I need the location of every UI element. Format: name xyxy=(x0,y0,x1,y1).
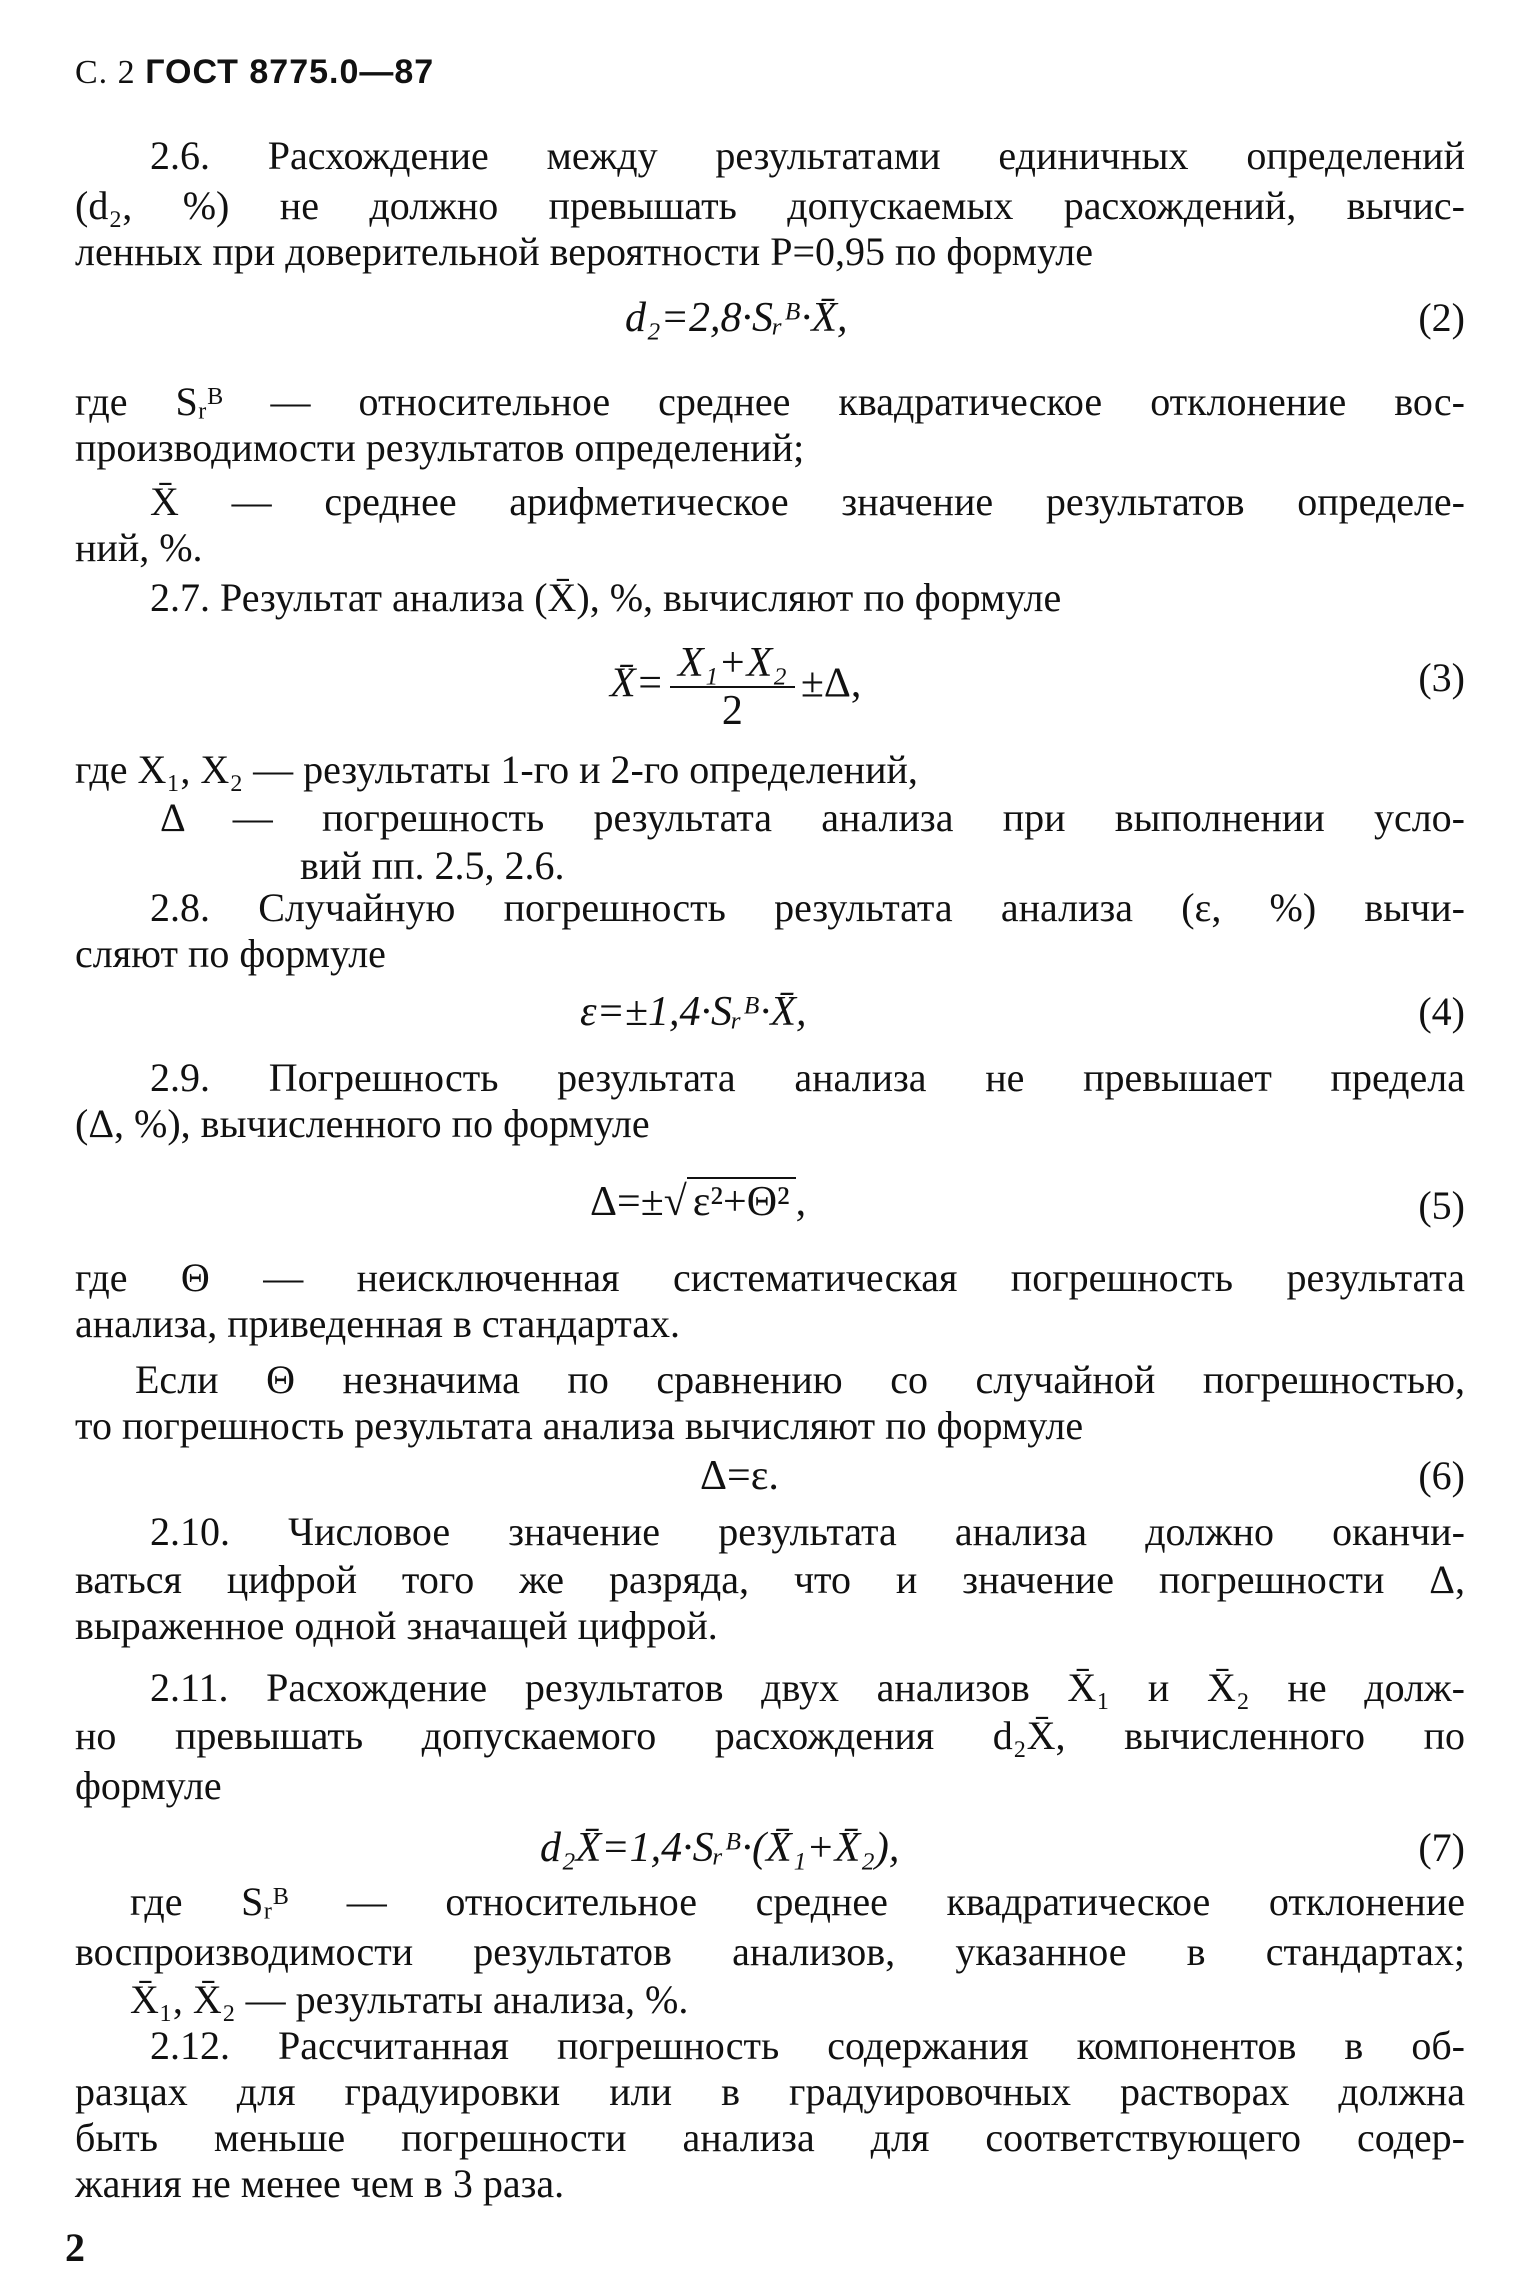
paragraph-2-12-line-2: разцах для градуировки или в градуировочных растворах должна xyxy=(75,2069,1465,2114)
paragraph-2-10-line-1: 2.10. Числовое значение результата анализа должно оканчи- xyxy=(150,1509,1465,1554)
paragraph-2-6-line-3: ленных при доверительной вероятности P=0,95 по формуле xyxy=(75,229,1093,274)
paragraph-2-8-line-1: 2.8. Случайную погрешность результата анализа (ε, %) вычи- xyxy=(150,885,1465,930)
equation-number-3: (3) xyxy=(1418,655,1465,700)
where-5-line-2: анализа, приведенная в стандартах. xyxy=(75,1301,681,1346)
formula-2: d₂=2,8·Sᵣᴮ·X̄, xyxy=(625,295,848,341)
paragraph-2-12-line-3: быть меньше погрешности анализа для соответствующего содер- xyxy=(75,2115,1465,2160)
where-2-line-4: ний, %. xyxy=(75,525,203,570)
formula-5 xyxy=(590,1176,806,1228)
formula-3-lhs: X̄= xyxy=(610,660,664,707)
where-3-line-2: Δ — погрешность результата анализа при выполнении усло- xyxy=(160,795,1465,840)
where-7-line-1: где Sᵣᴮ — относительное среднее квадратическое отклонение xyxy=(130,1879,1465,1924)
where-2-line-2: производимости результатов определений; xyxy=(75,425,805,470)
document-code: ГОСТ 8775.0—87 xyxy=(145,53,435,91)
page-number: 2 xyxy=(65,2225,85,2270)
equation-number-5: (5) xyxy=(1418,1183,1465,1228)
equation-number-7: (7) xyxy=(1418,1825,1465,1870)
paragraph-2-9-line-1: 2.9. Погрешность результата анализа не превышает предела xyxy=(150,1055,1465,1100)
formula-3-rhs: ±Δ, xyxy=(800,660,862,707)
paragraph-2-10-line-2: ваться цифрой того же разряда, что и значение погрешности Δ, xyxy=(75,1557,1465,1602)
where-7-line-3: X̄₁, X̄₂ — результаты анализа, %. xyxy=(130,1977,689,2022)
formula-5-tail: , xyxy=(795,1179,807,1225)
where-5-line-1: где Θ — неисключенная систематическая погрешность результата xyxy=(75,1255,1465,1300)
where-2-line-1: где Sᵣᴮ — относительное среднее квадратическое отклонение вос- xyxy=(75,379,1465,424)
page-label: С. 2 xyxy=(75,54,136,91)
where-7-line-2: воспроизводимости результатов анализов, указанное в стандартах; xyxy=(75,1929,1465,1974)
formula-5-radicand: ε²+Θ² xyxy=(687,1177,796,1225)
formula-3 xyxy=(610,640,861,734)
paragraph-2-9-line-2: (Δ, %), вычисленного по формуле xyxy=(75,1101,650,1146)
formula-5-lhs: Δ=±√ xyxy=(590,1179,687,1225)
paragraph-if-line-2: то погрешность результата анализа вычисляют по формуле xyxy=(75,1403,1084,1448)
formula-7: d₂X̄=1,4·Sᵣᴮ·(X̄₁+X̄₂), xyxy=(540,1825,900,1871)
page-header xyxy=(75,48,1465,97)
equation-number-6: (6) xyxy=(1418,1453,1465,1498)
paragraph-2-11-line-3: формуле xyxy=(75,1763,222,1808)
paragraph-2-6-line-2: (d₂, %) не должно превышать допускаемых расхождений, вычис- xyxy=(75,183,1465,228)
formula-3-fraction xyxy=(670,640,795,734)
paragraph-2-11-line-2: но превышать допускаемого расхождения d₂X̄, вычисленного по xyxy=(75,1713,1465,1758)
paragraph-2-12-line-4: жания не менее чем в 3 раза. xyxy=(75,2161,565,2206)
where-3-line-1: где X₁, X₂ — результаты 1-го и 2-го определений, xyxy=(75,747,918,792)
equation-number-2: (2) xyxy=(1418,295,1465,340)
paragraph-2-11-line-1: 2.11. Расхождение результатов двух анализов X̄₁ и X̄₂ не долж- xyxy=(150,1665,1465,1710)
formula-4: ε=±1,4·Sᵣᴮ·X̄, xyxy=(580,989,807,1035)
paragraph-2-6-line-1: 2.6. Расхождение между результатами единичных определений xyxy=(150,133,1465,178)
formula-3-numerator: X₁+X₂ xyxy=(670,640,795,688)
formula-3-denominator: 2 xyxy=(721,688,743,734)
paragraph-2-8-line-2: сляют по формуле xyxy=(75,931,386,976)
paragraph-if-line-1: Если Θ незначима по сравнению со случайной погрешностью, xyxy=(135,1357,1465,1402)
paragraph-2-7: 2.7. Результат анализа (X̄), %, вычисляют по формуле xyxy=(150,575,1062,620)
equation-number-4: (4) xyxy=(1418,989,1465,1034)
paragraph-2-10-line-3: выраженное одной значащей цифрой. xyxy=(75,1603,718,1648)
formula-6: Δ=ε. xyxy=(700,1453,779,1499)
where-3-line-3: вий пп. 2.5, 2.6. xyxy=(300,843,565,888)
paragraph-2-12-line-1: 2.12. Рассчитанная погрешность содержания компонентов в об- xyxy=(150,2023,1465,2068)
where-2-line-3: X̄ — среднее арифметическое значение результатов определе- xyxy=(150,479,1465,524)
